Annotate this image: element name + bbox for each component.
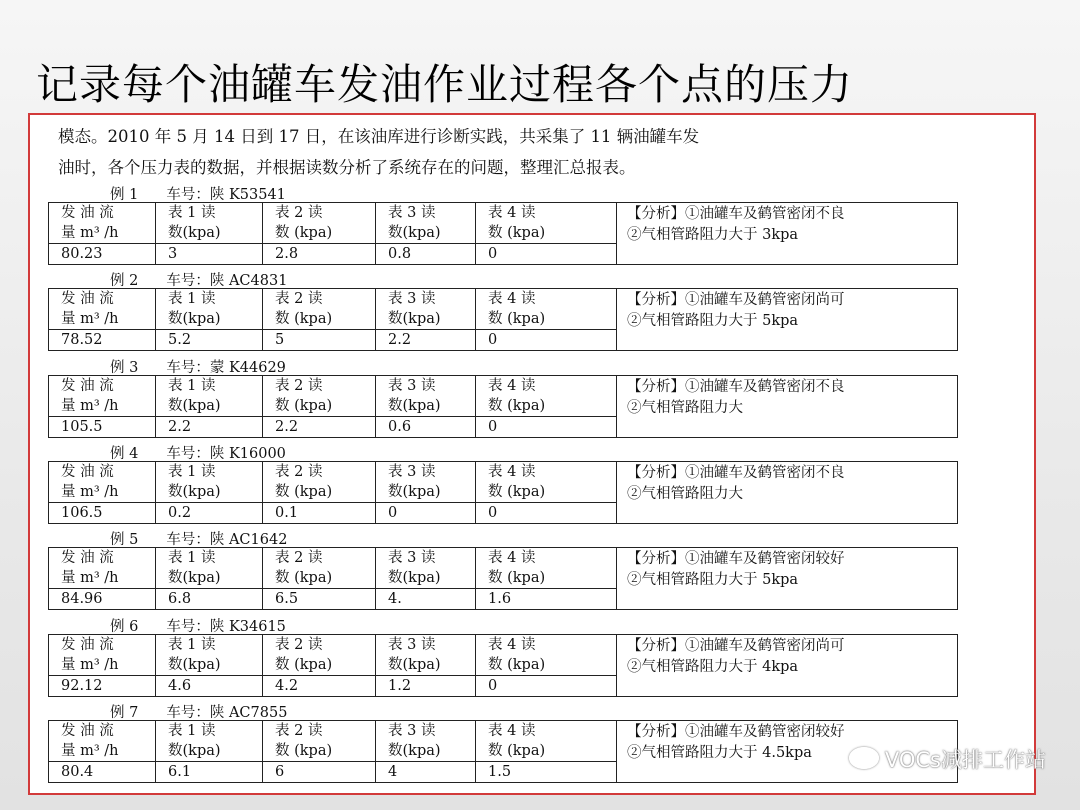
header-gauge-4: 表 4 读 xyxy=(476,720,617,741)
gauge-3-value: 4. xyxy=(376,589,476,610)
header-gauge-1: 表 1 读 xyxy=(156,548,263,569)
analysis-line-2: ②气相管路阻力大于 3kpa xyxy=(627,227,799,243)
header-gauge-4-unit: 数 (kpa) xyxy=(476,309,617,330)
header-flow: 发 油 流 xyxy=(49,720,156,741)
analysis-line-1: 【分析】①油罐车及鹤管密闭较好 xyxy=(627,723,845,740)
reading-table xyxy=(48,461,958,524)
gauge-4-value: 1.5 xyxy=(476,761,617,782)
analysis-line-2: ②气相管路阻力大于 5kpa xyxy=(627,572,799,589)
gauge-1-value: 4.6 xyxy=(156,675,263,696)
header-gauge-3-unit: 数(kpa) xyxy=(376,223,476,244)
header-gauge-2: 表 2 读 xyxy=(263,289,376,310)
gauge-3-value: 0 xyxy=(376,502,476,523)
header-gauge-1: 表 1 读 xyxy=(156,289,263,310)
analysis-line-1: 【分析】①油罐车及鹤管密闭不良 xyxy=(627,206,845,222)
case-caption xyxy=(110,356,286,377)
analysis-line-1: 【分析】①油罐车及鹤管密闭尚可 xyxy=(627,637,845,654)
header-flow-unit: 量 m³ /h xyxy=(49,655,156,676)
header-gauge-1: 表 1 读 xyxy=(156,720,263,741)
header-gauge-3: 表 3 读 xyxy=(376,461,476,482)
header-flow: 发 油 流 xyxy=(49,634,156,655)
header-gauge-4-unit: 数 (kpa) xyxy=(476,741,617,762)
gauge-3-value: 2.2 xyxy=(376,330,476,351)
header-gauge-4: 表 4 读 xyxy=(476,461,617,482)
header-gauge-2-unit: 数 (kpa) xyxy=(263,568,376,589)
analysis-line-2: ②气相管路阻力大于 5kpa xyxy=(627,313,799,330)
gauge-1-value: 0.2 xyxy=(156,502,263,523)
header-gauge-4-unit: 数 (kpa) xyxy=(476,568,617,589)
header-flow-unit: 量 m³ /h xyxy=(49,568,156,589)
header-gauge-3: 表 3 读 xyxy=(376,720,476,741)
header-gauge-1-unit: 数(kpa) xyxy=(156,309,263,330)
case-caption xyxy=(110,442,286,463)
gauge-2-value: 5 xyxy=(263,330,376,351)
analysis-cell xyxy=(617,203,958,265)
flow-value: 105.5 xyxy=(49,416,156,437)
header-gauge-2: 表 2 读 xyxy=(263,634,376,655)
header-gauge-1-unit: 数(kpa) xyxy=(156,655,263,676)
case-caption xyxy=(110,183,286,204)
reading-table xyxy=(48,634,958,697)
header-gauge-3: 表 3 读 xyxy=(376,289,476,310)
gauge-2-value: 4.2 xyxy=(263,675,376,696)
analysis-line-1: 【分析】①油罐车及鹤管密闭尚可 xyxy=(627,292,845,309)
gauge-1-value: 6.1 xyxy=(156,761,263,782)
header-gauge-1: 表 1 读 xyxy=(156,203,263,224)
analysis-line-1: 【分析】①油罐车及鹤管密闭较好 xyxy=(627,551,845,568)
plate-number: 车号：陕 AC7855 xyxy=(166,704,288,721)
plate-number: 车号：陕 AC1642 xyxy=(166,532,288,549)
header-gauge-3: 表 3 读 xyxy=(376,203,476,224)
gauge-4-value: 0 xyxy=(476,502,617,523)
header-gauge-1-unit: 数(kpa) xyxy=(156,396,263,417)
analysis-cell xyxy=(617,461,958,523)
slide-title: 记录每个油罐车发油作业过程各个点的压力 xyxy=(36,60,854,109)
header-gauge-2-unit: 数 (kpa) xyxy=(263,741,376,762)
header-gauge-2-unit: 数 (kpa) xyxy=(263,396,376,417)
header-gauge-4: 表 4 读 xyxy=(476,203,617,224)
gauge-4-value: 0 xyxy=(476,675,617,696)
gauge-2-value: 2.8 xyxy=(263,244,376,265)
gauge-1-value: 5.2 xyxy=(156,330,263,351)
analysis-cell xyxy=(617,634,958,696)
analysis-line-2: ②气相管路阻力大 xyxy=(627,485,743,502)
header-gauge-4: 表 4 读 xyxy=(476,634,617,655)
analysis-line-1: 【分析】①油罐车及鹤管密闭不良 xyxy=(627,464,845,481)
header-flow-unit: 量 m³ /h xyxy=(49,741,156,762)
header-gauge-1: 表 1 读 xyxy=(156,461,263,482)
case-label: 例 1 xyxy=(110,187,139,203)
gauge-3-value: 4 xyxy=(376,761,476,782)
gauge-2-value: 6 xyxy=(263,761,376,782)
gauge-4-value: 0 xyxy=(476,330,617,351)
header-gauge-3: 表 3 读 xyxy=(376,548,476,569)
flow-value: 92.12 xyxy=(49,675,156,696)
case-label: 例 4 xyxy=(110,445,139,462)
header-gauge-3-unit: 数(kpa) xyxy=(376,568,476,589)
header-gauge-3: 表 3 读 xyxy=(376,634,476,655)
header-gauge-3-unit: 数(kpa) xyxy=(376,396,476,417)
case-caption xyxy=(110,269,287,290)
plate-number: 车号：陕 K16000 xyxy=(166,445,286,462)
reading-table xyxy=(48,547,958,610)
header-gauge-2-unit: 数 (kpa) xyxy=(263,223,376,244)
header-gauge-3-unit: 数(kpa) xyxy=(376,482,476,503)
flow-value: 80.23 xyxy=(49,244,156,265)
intro-line-1: 模态。2010 年 5 月 14 日到 17 日，在该油库进行诊断实践，共采集了 11 辆油罐车发 xyxy=(58,127,700,146)
header-gauge-3: 表 3 读 xyxy=(376,375,476,396)
plate-number: 车号：陕 K34615 xyxy=(166,618,286,635)
watermark-text: VOCs减排工作站 xyxy=(884,748,1046,772)
wechat-icon xyxy=(849,747,879,769)
reading-table xyxy=(48,720,958,783)
header-gauge-4: 表 4 读 xyxy=(476,289,617,310)
header-gauge-2-unit: 数 (kpa) xyxy=(263,482,376,503)
reading-table xyxy=(48,375,958,438)
header-gauge-1-unit: 数(kpa) xyxy=(156,482,263,503)
case-label: 例 2 xyxy=(110,273,139,290)
case-caption xyxy=(110,615,286,636)
plate-number: 车号：蒙 K44629 xyxy=(166,359,286,376)
header-gauge-3-unit: 数(kpa) xyxy=(376,655,476,676)
analysis-line-2: ②气相管路阻力大 xyxy=(627,399,743,416)
flow-value: 84.96 xyxy=(49,589,156,610)
analysis-line-2: ②气相管路阻力大于 4kpa xyxy=(627,658,799,675)
analysis-line-2: ②气相管路阻力大于 4.5kpa xyxy=(627,744,812,761)
case-label: 例 7 xyxy=(110,704,139,721)
case-label: 例 3 xyxy=(110,359,139,376)
header-gauge-3-unit: 数(kpa) xyxy=(376,309,476,330)
header-flow: 发 油 流 xyxy=(49,548,156,569)
header-gauge-2: 表 2 读 xyxy=(263,548,376,569)
gauge-4-value: 0 xyxy=(476,244,617,265)
header-flow-unit: 量 m³ /h xyxy=(49,223,156,244)
header-flow: 发 油 流 xyxy=(49,375,156,396)
analysis-line-1: 【分析】①油罐车及鹤管密闭不良 xyxy=(627,378,845,395)
gauge-1-value: 6.8 xyxy=(156,589,263,610)
plate-number: 车号：陕 K53541 xyxy=(166,187,286,203)
header-flow: 发 油 流 xyxy=(49,289,156,310)
header-gauge-4-unit: 数 (kpa) xyxy=(476,396,617,417)
header-gauge-2: 表 2 读 xyxy=(263,203,376,224)
plate-number: 车号：陕 AC4831 xyxy=(166,273,288,290)
header-flow-unit: 量 m³ /h xyxy=(49,396,156,417)
flow-value: 78.52 xyxy=(49,330,156,351)
gauge-1-value: 3 xyxy=(156,244,263,265)
header-gauge-2-unit: 数 (kpa) xyxy=(263,309,376,330)
flow-value: 106.5 xyxy=(49,502,156,523)
reading-table xyxy=(48,288,958,351)
header-gauge-1-unit: 数(kpa) xyxy=(156,568,263,589)
flow-value: 80.4 xyxy=(49,761,156,782)
header-flow: 发 油 流 xyxy=(49,203,156,224)
scanned-document xyxy=(28,113,1036,795)
header-flow-unit: 量 m³ /h xyxy=(49,482,156,503)
header-gauge-4: 表 4 读 xyxy=(476,375,617,396)
intro-line-2: 油时，各个压力表的数据，并根据读数分析了系统存在的问题，整理汇总报表。 xyxy=(58,158,636,177)
case-caption xyxy=(110,528,287,549)
header-gauge-2: 表 2 读 xyxy=(263,461,376,482)
gauge-3-value: 0.6 xyxy=(376,416,476,437)
analysis-cell xyxy=(617,548,958,610)
header-gauge-1-unit: 数(kpa) xyxy=(156,223,263,244)
header-gauge-2-unit: 数 (kpa) xyxy=(263,655,376,676)
case-caption xyxy=(110,701,287,722)
intro-text xyxy=(58,121,699,183)
header-gauge-1-unit: 数(kpa) xyxy=(156,741,263,762)
gauge-4-value: 1.6 xyxy=(476,589,617,610)
gauge-1-value: 2.2 xyxy=(156,416,263,437)
gauge-2-value: 2.2 xyxy=(263,416,376,437)
header-gauge-4-unit: 数 (kpa) xyxy=(476,223,617,244)
header-flow-unit: 量 m³ /h xyxy=(49,309,156,330)
analysis-cell xyxy=(617,289,958,351)
header-gauge-4-unit: 数 (kpa) xyxy=(476,482,617,503)
gauge-4-value: 0 xyxy=(476,416,617,437)
gauge-2-value: 6.5 xyxy=(263,589,376,610)
header-flow: 发 油 流 xyxy=(49,461,156,482)
gauge-3-value: 0.8 xyxy=(376,244,476,265)
watermark xyxy=(849,744,1046,774)
case-label: 例 5 xyxy=(110,532,139,549)
gauge-3-value: 1.2 xyxy=(376,675,476,696)
header-gauge-2: 表 2 读 xyxy=(263,375,376,396)
reading-table xyxy=(48,202,958,265)
analysis-cell xyxy=(617,375,958,437)
header-gauge-3-unit: 数(kpa) xyxy=(376,741,476,762)
header-gauge-1: 表 1 读 xyxy=(156,634,263,655)
header-gauge-1: 表 1 读 xyxy=(156,375,263,396)
header-gauge-2: 表 2 读 xyxy=(263,720,376,741)
header-gauge-4-unit: 数 (kpa) xyxy=(476,655,617,676)
case-label: 例 6 xyxy=(110,618,139,635)
gauge-2-value: 0.1 xyxy=(263,502,376,523)
header-gauge-4: 表 4 读 xyxy=(476,548,617,569)
